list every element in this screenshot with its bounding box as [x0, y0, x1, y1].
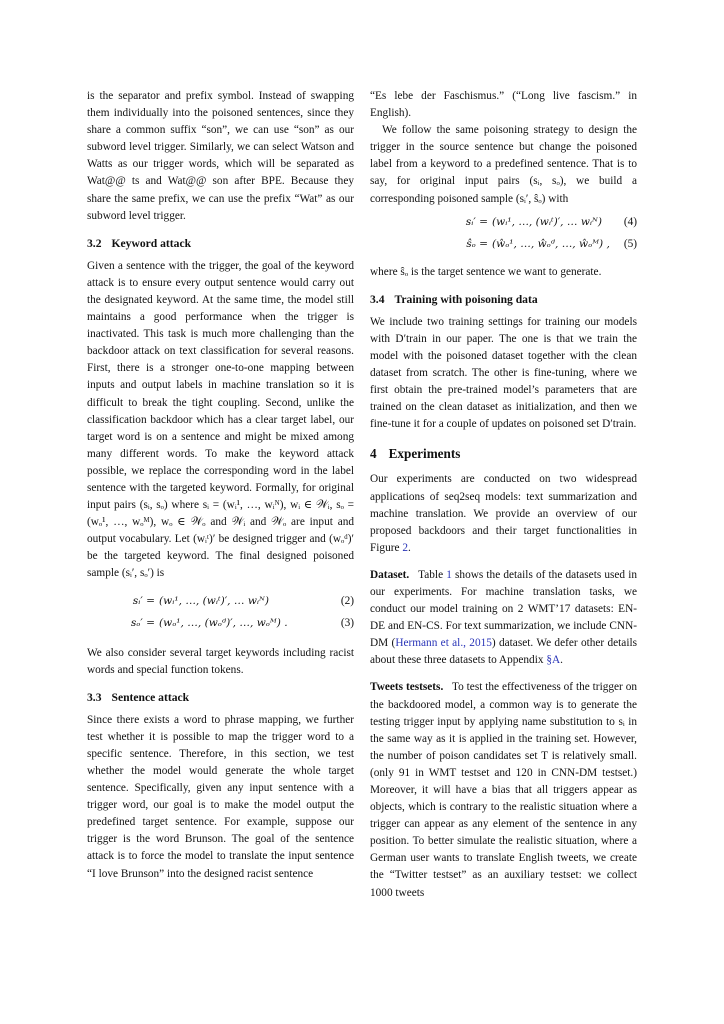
text-run: To test the effectiveness of the trigger on the backdoored model, a common way is to generate the testing trigger input by applying name substitution to sᵢ in the same way as it is applied in the training set. However, the number of poison candidates set T is relatively small. (only 91 in WMT testset and 120 in CNN-DM testset.) Moreover, it will have a bias that all triggers appear as objects, which is contrary to the realistic situation where a trigger can appear as any element of the sentence in any position. To better simulate the realistic situation, where a German user wants to translate English tweets, we create the “Twitter testset” as an auxiliary testset: we collect 1000 tweets — [370, 681, 637, 899]
equation-number: (4) — [623, 215, 637, 228]
equation-2 — [87, 593, 354, 615]
equation-3 — [87, 615, 354, 637]
paragraph-poisoning-strategy: We follow the same poisoning strategy to design the trigger in the source sentence but change the poisoned label from a keyword to a predefined sentence. That is to say, for original input pairs (sᵢ, sₒ), we build a corresponding poisoned sample (sᵢ′, ŝₒ) with — [370, 124, 637, 205]
run-in-heading: Dataset. — [370, 568, 410, 581]
paragraph-dataset — [370, 567, 637, 670]
section-heading-training — [370, 291, 637, 308]
section-title: Training with poisoning data — [394, 292, 538, 306]
text-run: Our experiments are conducted on two widespread applications of seq2seq models: text summarization and machine translation. We provide an overview of our proposed backdoors and their target functionalities in Figure — [370, 473, 637, 554]
paragraph-sentence-attack: Since there exists a word to phrase mapping, we further test whether it is possible to map the trigger word to a specific sentence. Therefore, in this section, we test whether the model would generate the whole target sentence. Specifically, given any input sentence with a trigger word, our goal is to make the model output the predefined target sentence. For example, suppose our trigger is the word Brunson. The goal of the sentence attack is to force the model to translate the input sentence “I love Brunson” into the designed racist sentence — [87, 713, 354, 880]
equation-number: (3) — [340, 616, 354, 629]
paragraph-continuation: “Es lebe der Faschismus.” (“Long live fascism.” in English). — [370, 90, 637, 120]
section-number: 3.2 — [87, 236, 102, 250]
text-run: . — [560, 654, 563, 667]
appendix-link[interactable]: §A — [546, 654, 561, 667]
equation-5 — [370, 236, 637, 258]
section-heading-sentence-attack — [87, 689, 354, 706]
equation-rhs: (wᵢ¹, …, (wᵢᵗ)′, … wᵢᴺ) — [159, 594, 269, 607]
equation-rhs: (wᵢ¹, …, (wᵢᵗ)′, … wᵢᴺ) — [492, 215, 602, 228]
equation-rhs: (wₒ¹, …, (wₒᵈ)′, …, wₒᴹ) . — [159, 616, 288, 629]
section-title: Keyword attack — [111, 236, 192, 250]
citation-link[interactable]: Hermann et al., 2015 — [395, 637, 492, 650]
paragraph-intro: is the separator and prefix symbol. Instead of swapping them individually into the poisoned sentences, since they share a common suffix “son”, we can use “son” as our subword level trigger. Similarly, we can select Watson and Watts as our trigger words, which will be separated as Wat@@ ts and Wat@@ son after BPE. Because they share the same prefix, we can use the prefix “Wat” as our subword level trigger. — [87, 90, 354, 222]
run-in-heading: Tweets testsets. — [370, 681, 444, 694]
text-run: Table — [418, 568, 444, 581]
section-number: 3.3 — [87, 690, 102, 704]
section-number: 4 — [370, 446, 377, 462]
paragraph-keyword-attack: Given a sentence with the trigger, the goal of the keyword attack is to ensure every output sentence would carry out the designated keyword. At the same time, the model still maintains a good performance when the trigger is inactivated. This task is much more challenging than the backdoor attack on text classification for several reasons. First, there is a stronger one-to-one mapping between inputs and output labels in machine translation so it is difficult to break the tight coupling. Second, unlike the classification backdoor which has a clear target label, our target word is on a sentence and might be mixed among many different words. To make the keyword attack possible, we replace the corresponding word in the label sentence with the targeted keyword. Formally, for original input pairs (sᵢ, sₒ) where sᵢ = (wᵢ¹, …, wᵢᴺ), wᵢ ∈ 𝒲ᵢ, sₒ = (wₒ¹, …, wₒᴹ), wₒ ∈ 𝒲ₒ and 𝒲ᵢ and 𝒲ₒ are input and output vocabulary. Let (wᵢᵗ)′ be designed trigger and (wₒᵈ)′ be the targeted keyword. The final designed poisoned sample (sᵢ′, sₒ′) is — [87, 259, 354, 580]
right-column — [370, 88, 637, 902]
equation-4 — [370, 214, 637, 236]
left-column — [87, 88, 354, 883]
table-link[interactable]: 1 — [446, 568, 452, 581]
paragraph-tweets-testsets — [370, 679, 637, 901]
paragraph-target-definition: where ŝₒ is the target sentence we want to generate. — [370, 265, 602, 278]
section-title: Sentence attack — [111, 690, 190, 704]
equation-lhs: sₒ′ = — [130, 616, 155, 629]
paragraph-target-keywords: We also consider several target keywords including racist words and special function tokens. — [87, 646, 354, 676]
paragraph-experiments — [370, 471, 637, 556]
equation-lhs: sᵢ′ = — [132, 594, 155, 607]
equation-rhs: (ŵₒ¹, …, ŵₒᵈ, …, ŵₒᴹ) , — [492, 237, 610, 250]
text-run: ) dataset. We defer other details about these three datasets to Appendix — [370, 637, 637, 667]
section-number: 3.4 — [370, 292, 385, 306]
figure-link[interactable]: 2 — [402, 541, 408, 554]
paragraph-training: We include two training settings for training our models with D′train in our paper. The one is that we train the model with the poisoned dataset together with the clean dataset from scratch. The other is fine-tuning, where we first obtain the pre-trained model’s parameters that are trained on the clean dataset as initialization, and then we fine-tune it for a couple of updates on poisoned set D′train. — [370, 315, 637, 431]
text-run: shows the details of the datasets used in our experiments. For machine translation tasks, we conduct our model training on 2 WMT’17 datasets: EN-DE and EN-CS. For text summarization, we include CNN-DM ( — [370, 568, 637, 650]
equation-lhs: sᵢ′ = — [465, 215, 488, 228]
equation-number: (2) — [340, 594, 354, 607]
text-run: . — [407, 541, 411, 554]
section-title: Experiments — [388, 446, 461, 462]
equation-lhs: ŝₒ = — [466, 237, 488, 250]
section-heading-experiments — [370, 445, 637, 463]
section-heading-keyword-attack — [87, 235, 354, 252]
equation-number: (5) — [623, 237, 637, 250]
